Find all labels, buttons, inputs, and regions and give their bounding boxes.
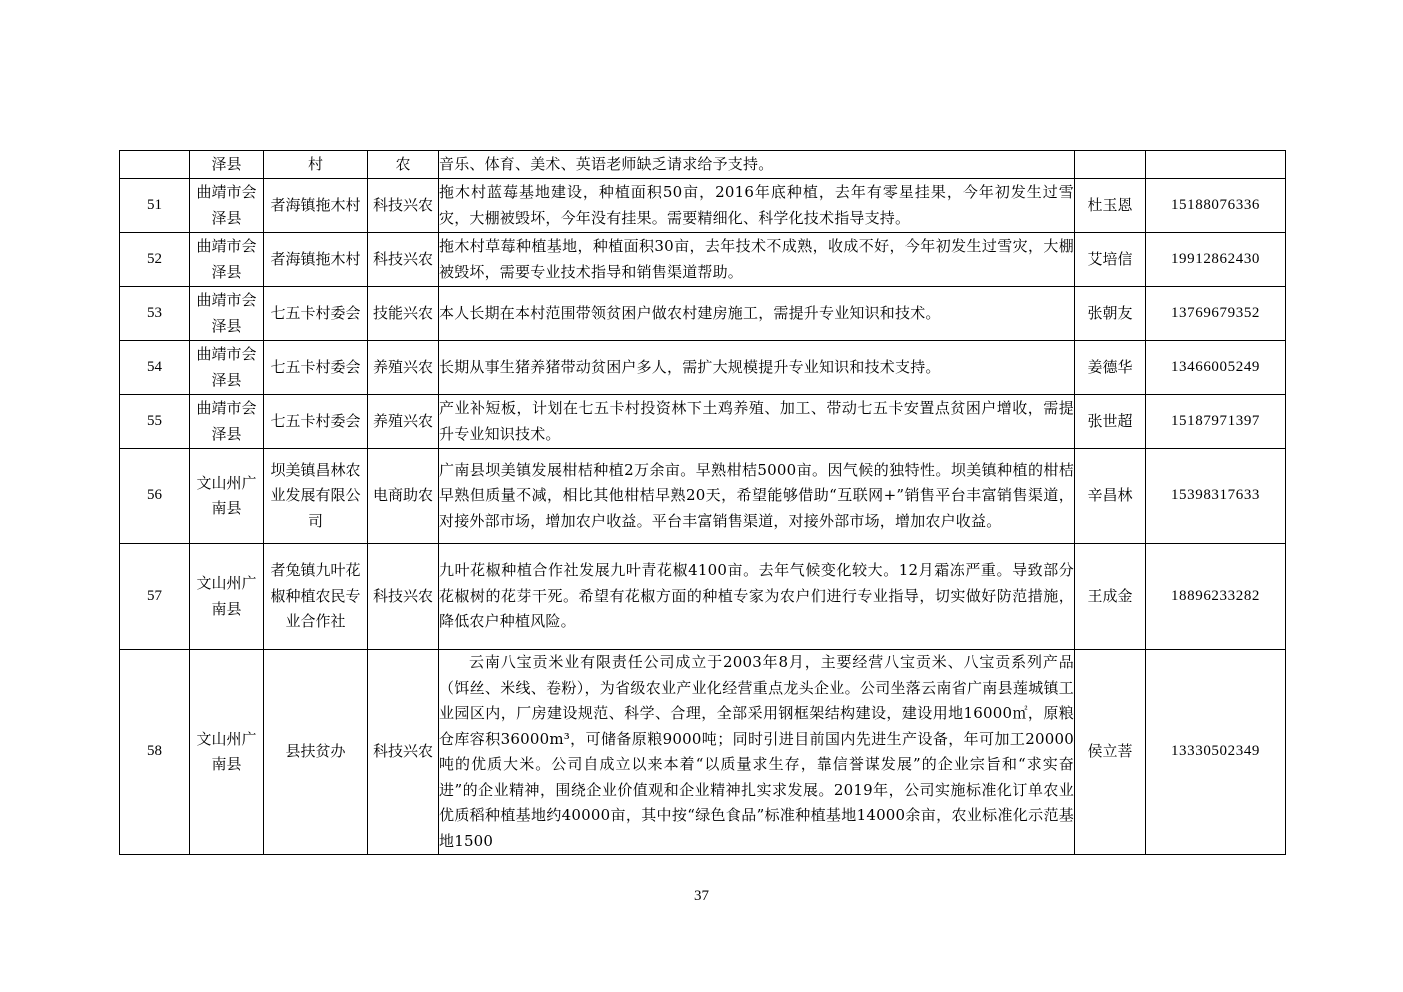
region-cell: 文山州广南县	[190, 544, 264, 650]
region-cell: 曲靖市会泽县	[190, 287, 264, 341]
row-number: 54	[120, 341, 190, 395]
table-row	[120, 151, 1286, 179]
contact-name-cell: 辛昌林	[1075, 449, 1146, 544]
unit-cell: 七五卡村委会	[264, 395, 368, 449]
region-cell: 泽县	[190, 151, 264, 179]
description-cell: 拖木村草莓种植基地，种植面积30亩，去年技术不成熟，收成不好，今年初发生过雪灾，大棚被毁坏，需要专业技术指导和销售渠道帮助。	[439, 233, 1075, 287]
phone-cell: 15188076336	[1146, 179, 1286, 233]
row-number: 56	[120, 449, 190, 544]
phone-cell: 15398317633	[1146, 449, 1286, 544]
unit-cell: 七五卡村委会	[264, 287, 368, 341]
unit-cell: 坝美镇昌林农业发展有限公司	[264, 449, 368, 544]
table-row	[120, 544, 1286, 650]
row-number: 53	[120, 287, 190, 341]
table-row	[120, 449, 1286, 544]
contact-name-cell: 姜德华	[1075, 341, 1146, 395]
description-cell: 产业补短板，计划在七五卡村投资林下土鸡养殖、加工、带动七五卡安置点贫困户增收，需提升专业知识技术。	[439, 395, 1075, 449]
description-cell: 长期从事生猪养猪带动贫困户多人，需扩大规模提升专业知识和技术支持。	[439, 341, 1075, 395]
category-cell: 科技兴农	[368, 179, 439, 233]
table-row	[120, 395, 1286, 449]
category-cell: 养殖兴农	[368, 341, 439, 395]
row-number: 58	[120, 650, 190, 855]
region-cell: 曲靖市会泽县	[190, 341, 264, 395]
page-number: 37	[694, 888, 709, 904]
region-cell: 曲靖市会泽县	[190, 179, 264, 233]
phone-cell: 19912862430	[1146, 233, 1286, 287]
description-cell: 广南县坝美镇发展柑桔种植2万余亩。早熟柑桔5000亩。因气候的独特性。坝美镇种植的柑桔早熟但质量不减，相比其他柑桔早熟20天，希望能够借助“互联网+”销售平台丰富销售渠道，对接外部市场，增加农户收益。平台丰富销售渠道，对接外部市场，增加农户收益。	[439, 449, 1075, 544]
description-cell: 拖木村蓝莓基地建设，种植面积50亩，2016年底种植，去年有零星挂果，今年初发生过雪灾，大棚被毁坏，今年没有挂果。需要精细化、科学化技术指导支持。	[439, 179, 1075, 233]
unit-cell: 村	[264, 151, 368, 179]
region-cell: 文山州广南县	[190, 449, 264, 544]
category-cell: 电商助农	[368, 449, 439, 544]
table-row	[120, 179, 1286, 233]
description-cell: 云南八宝贡米业有限责任公司成立于2003年8月，主要经营八宝贡米、八宝贡系列产品（饵丝、米线、卷粉），为省级农业产业化经营重点龙头企业。公司坐落云南省广南县莲城镇工业园区内，厂房建设规范、科学、合理，全部采用钢框架结构建设，建设用地16000㎡，原粮仓库容积36000m³，可储备原粮9000吨；同时引进目前国内先进生产设备，年可加工20000吨的优质大米。公司自成立以来本着“以质量求生存，靠信誉谋发展”的企业宗旨和“求实奋进”的企业精神，围绕企业价值观和企业精神扎实求发展。2019年，公司实施标准化订单农业优质稻种植基地约40000亩，其中按“绿色食品”标准种植基地14000余亩，农业标准化示范基地1500	[439, 650, 1075, 855]
row-number: 55	[120, 395, 190, 449]
unit-cell: 者兔镇九叶花椒种植农民专业合作社	[264, 544, 368, 650]
unit-cell: 者海镇拖木村	[264, 179, 368, 233]
category-cell: 科技兴农	[368, 233, 439, 287]
table-row	[120, 233, 1286, 287]
category-cell: 养殖兴农	[368, 395, 439, 449]
region-cell: 文山州广南县	[190, 650, 264, 855]
category-cell: 农	[368, 151, 439, 179]
unit-cell: 县扶贫办	[264, 650, 368, 855]
contact-name-cell: 张世超	[1075, 395, 1146, 449]
region-cell: 曲靖市会泽县	[190, 395, 264, 449]
region-cell: 曲靖市会泽县	[190, 233, 264, 287]
phone-cell: 13769679352	[1146, 287, 1286, 341]
table-row	[120, 287, 1286, 341]
row-number: 51	[120, 179, 190, 233]
phone-cell	[1146, 151, 1286, 179]
row-number: 57	[120, 544, 190, 650]
category-cell: 科技兴农	[368, 650, 439, 855]
category-cell: 科技兴农	[368, 544, 439, 650]
row-number	[120, 151, 190, 179]
category-cell: 技能兴农	[368, 287, 439, 341]
description-cell: 九叶花椒种植合作社发展九叶青花椒4100亩。去年气候变化较大。12月霜冻严重。导致部分花椒树的花芽干死。希望有花椒方面的种植专家为农户们进行专业指导，切实做好防范措施，降低农户种植风险。	[439, 544, 1075, 650]
description-cell: 本人长期在本村范围带领贫困户做农村建房施工，需提升专业知识和技术。	[439, 287, 1075, 341]
unit-cell: 七五卡村委会	[264, 341, 368, 395]
assistance-table	[119, 150, 1286, 855]
table-row	[120, 650, 1286, 855]
table-row	[120, 341, 1286, 395]
contact-name-cell: 杜玉恩	[1075, 179, 1146, 233]
contact-name-cell: 艾培信	[1075, 233, 1146, 287]
phone-cell: 13466005249	[1146, 341, 1286, 395]
unit-cell: 者海镇拖木村	[264, 233, 368, 287]
phone-cell: 13330502349	[1146, 650, 1286, 855]
row-number: 52	[120, 233, 190, 287]
contact-name-cell: 张朝友	[1075, 287, 1146, 341]
contact-name-cell: 王成金	[1075, 544, 1146, 650]
contact-name-cell	[1075, 151, 1146, 179]
description-cell: 音乐、体育、美术、英语老师缺乏请求给予支持。	[439, 151, 1075, 179]
phone-cell: 18896233282	[1146, 544, 1286, 650]
phone-cell: 15187971397	[1146, 395, 1286, 449]
contact-name-cell: 侯立菩	[1075, 650, 1146, 855]
